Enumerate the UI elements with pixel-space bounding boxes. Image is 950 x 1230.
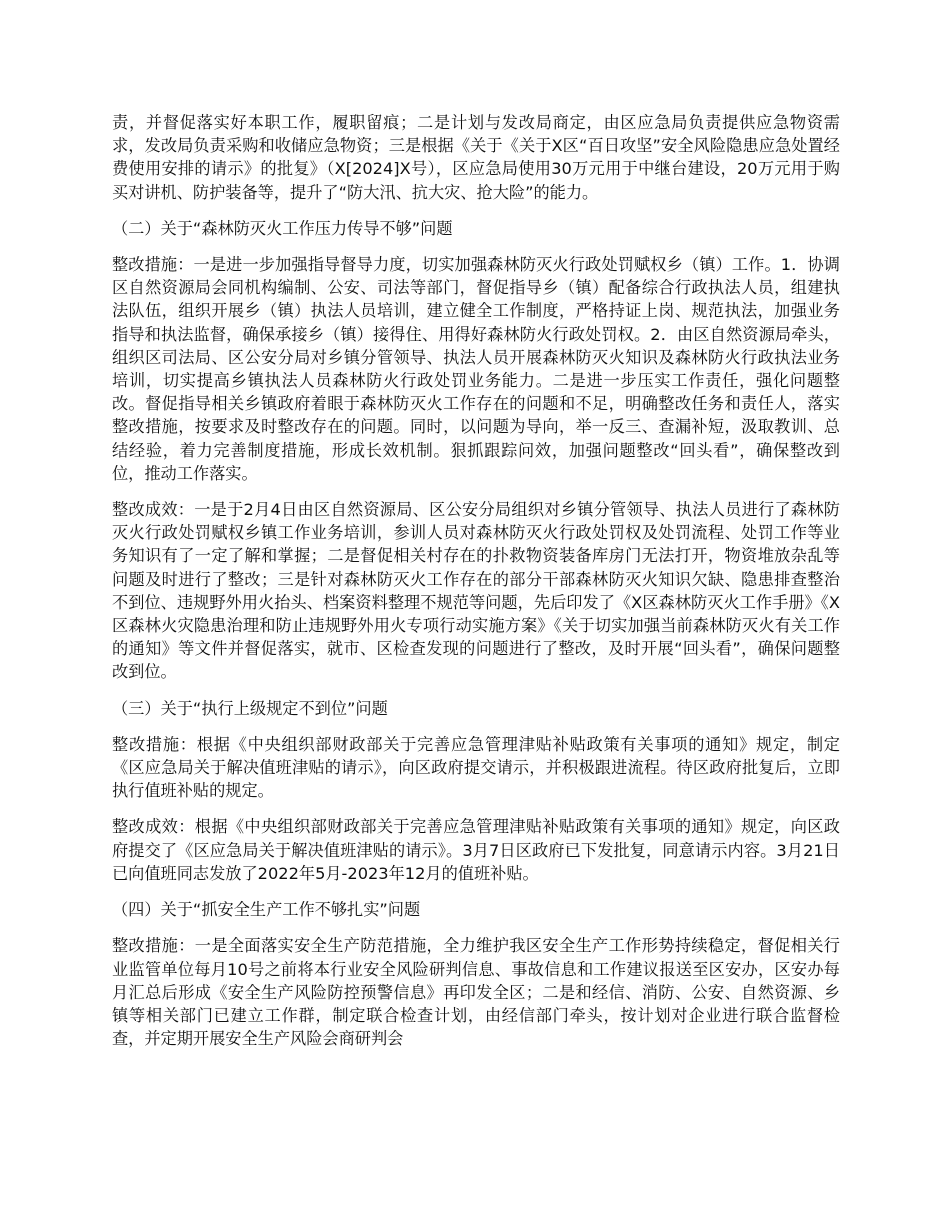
document-body (112, 111, 840, 1063)
paragraph-regulations-results: 整改成效：根据《中央组织部财政部关于完善应急管理津贴补贴政策有关事项的通知》规定，向区政府提交了《区应急局关于解决值班津贴的请示》。3月7日区政府已下发批复，同意请示内容。3月21日已向值班同志发放了2022年5月-2023年12月的值班补贴。 (112, 817, 840, 883)
paragraph-emergency-supplies: 责，并督促落实好本职工作，履职留痕；二是计划与发改局商定，由区应急局负责提供应急物资需求，发改局负责采购和收储应急物资；三是根据《关于《关于X区“百日攻坚”安全风险隐患应急处置经费使用安排的请示》的批复》（X[2024]X号），区应急局使用30万元用于中继台建设，20万元用于购买对讲机、防护装备等，提升了“防大汛、抗大灾、抢大险”的能力。 (112, 113, 840, 202)
paragraph-forest-fire-measures: 整改措施：一是进一步加强指导督导力度，切实加强森林防灭火行政处罚赋权乡（镇）工作。1．协调区自然资源局会同机构编制、公安、司法等部门，督促指导乡（镇）配备综合行政执法人员，组建执法队伍，组织开展乡（镇）执法人员培训，建立健全工作制度，严格持证上岗、规范执法，加强业务指导和执法监督，确保承接乡（镇）接得住、用得好森林防火行政处罚权。2．由区自然资源局牵头，组织区司法局、区公安分局对乡镇分管领导、执法人员开展森林防灭火知识及森林防火行政执法业务培训，切实提高乡镇执法人员森林防火行政处罚业务能力。二是进一步压实工作责任，强化问题整改。督促指导相关乡镇政府着眼于森林防灭火工作存在的问题和不足，明确整改任务和责任人，落实整改措施，按要求及时整改存在的问题。同时，以问题为导向，举一反三、查漏补短，汲取教训、总结经验，着力完善制度措施，形成长效机制。狠抓跟踪问效，加强问题整改“回头看”，确保整改到位，推动工作落实。 (112, 255, 840, 483)
section-heading-production-safety: （四）关于“抓安全生产工作不够扎实”问题 (112, 900, 421, 920)
paragraph-production-safety-measures: 整改措施：一是全面落实安全生产防范措施，全力维护我区安全生产工作形势持续稳定，督促相关行业监管单位每月10号之前将本行业安全风险研判信息、事故信息和工作建议报送至区安办，区安办每月汇总后形成《安全生产风险防控预警信息》再印发全区；二是和经信、消防、公安、自然资源、乡镇等相关部门已建立工作群，制定联合检查计划，由经信部门牵头，按计划对企业进行联合监督检查，并定期开展安全生产风险会商研判会 (112, 936, 840, 1049)
paragraph-regulations-measures: 整改措施：根据《中央组织部财政部关于完善应急管理津贴补贴政策有关事项的通知》规定，制定《区应急局关于解决值班津贴的请示》，向区政府提交请示，并积极跟进流程。待区政府批复后，立即执行值班补贴的规定。 (112, 734, 840, 801)
section-heading-regulations: （三）关于“执行上级规定不到位”问题 (112, 698, 388, 718)
section-heading-forest-fire: （二）关于“森林防灭火工作压力传导不够”问题 (112, 218, 453, 238)
paragraph-forest-fire-results: 整改成效：一是于2月4日由区自然资源局、区公安分局组织对乡镇分管领导、执法人员进行了森林防灭火行政处罚赋权乡镇工作业务培训，参训人员对森林防灭火行政处罚权及处罚流程、处罚工作等业务知识有了一定了解和掌握；二是督促相关村存在的扑救物资装备库房门无法打开，物资堆放杂乱等问题及时进行了整改；三是针对森林防灭火工作存在的部分干部森林防灭火知识欠缺、隐患排查整治不到位、违规野外用火抬头、档案资料整理不规范等问题，先后印发了《X区森林防灭火工作手册》《X区森林火灾隐患治理和防止违规野外用火专项行动实施方案》《关于切实加强当前森林防灭火有关工作的通知》等文件并督促落实，就市、区检查发现的问题进行了整改，及时开展“回头看”，确保问题整改到位。 (112, 500, 840, 682)
